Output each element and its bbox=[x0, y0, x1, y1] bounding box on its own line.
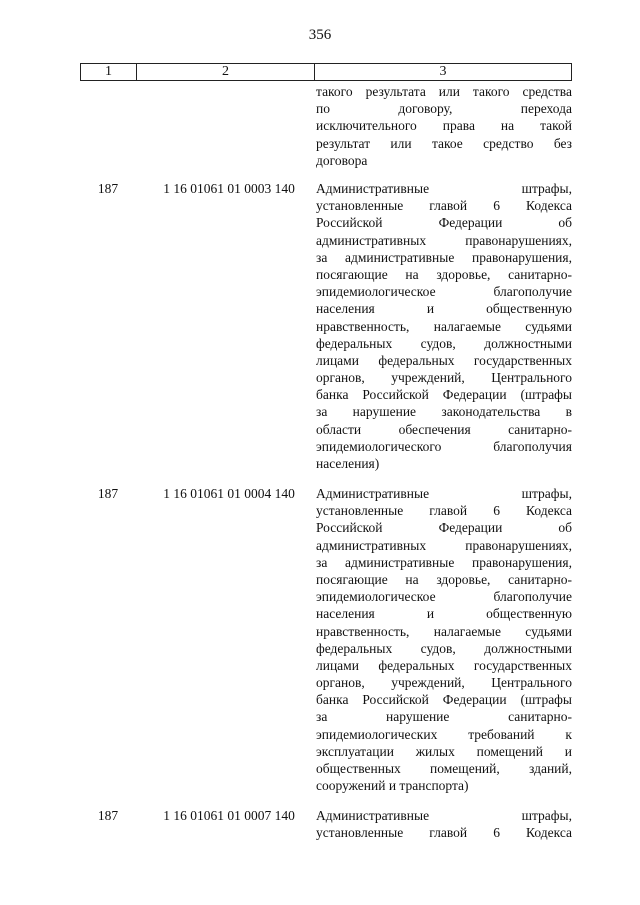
description-line: исключительного права на такой bbox=[316, 118, 572, 134]
description-line: эпидемиологическое благополучие bbox=[316, 284, 572, 300]
revenue-description bbox=[316, 180, 572, 472]
description-line: органов, учреждений, Центрального bbox=[316, 675, 572, 691]
revenue-description bbox=[316, 485, 572, 794]
description-line: населения и общественную bbox=[316, 301, 572, 317]
description-line: установленные главой 6 Кодекса bbox=[316, 825, 572, 841]
description-line: за нарушение законодательства в bbox=[316, 404, 572, 420]
admin-code: 187 bbox=[97, 181, 119, 196]
description-line: населения и общественную bbox=[316, 606, 572, 622]
budget-classification-code: 1 16 01061 01 0003 140 bbox=[163, 181, 295, 196]
description-line: посягающие на здоровье, санитарно- bbox=[316, 571, 572, 587]
description-line: области обеспечения санитарно- bbox=[316, 421, 572, 437]
description-line: населения) bbox=[316, 456, 380, 471]
description-line: установленные главой 6 Кодекса bbox=[316, 198, 572, 214]
description-line: эпидемиологического благополучия bbox=[316, 438, 572, 454]
description-line: нравственность, налагаемые судьями bbox=[316, 623, 572, 639]
description-line: эпидемиологических требований к bbox=[316, 726, 572, 742]
description-line: за административные правонарушения, bbox=[316, 554, 572, 570]
description-line: федеральных судов, должностными bbox=[316, 335, 572, 351]
description-line: банка Российской Федерации (штрафы bbox=[316, 387, 572, 403]
description-line: общественных помещений, зданий, bbox=[316, 761, 572, 776]
description-line: такого результата или такого средства bbox=[316, 84, 572, 99]
description-line: нравственность, налагаемые судьями bbox=[316, 318, 572, 334]
description-line: эпидемиологическое благополучие bbox=[316, 589, 572, 605]
description-line: Российской Федерации об bbox=[316, 520, 572, 536]
description-line: Административные штрафы, bbox=[316, 808, 572, 823]
budget-classification-code: 1 16 01061 01 0007 140 bbox=[163, 808, 295, 823]
table-header-col-1: 1 bbox=[81, 64, 137, 80]
description-line: посягающие на здоровье, санитарно- bbox=[316, 266, 572, 282]
page-number: 356 bbox=[308, 27, 332, 43]
description-line: административных правонарушениях, bbox=[316, 232, 572, 248]
description-line: лицами федеральных государственных bbox=[316, 352, 572, 368]
description-line: банка Российской Федерации (штрафы bbox=[316, 692, 572, 708]
budget-classification-code: 1 16 01061 01 0004 140 bbox=[163, 486, 295, 501]
description-line: установленные главой 6 Кодекса bbox=[316, 503, 572, 519]
revenue-description bbox=[316, 807, 572, 841]
description-line: по договору, перехода bbox=[316, 101, 572, 117]
table-header-col-2: 2 bbox=[137, 64, 315, 80]
description-line: договора bbox=[316, 152, 368, 168]
description-line: за административные правонарушения, bbox=[316, 249, 572, 265]
description-line: лицами федеральных государственных bbox=[316, 657, 572, 673]
admin-code: 187 bbox=[97, 486, 119, 501]
description-line: административных правонарушениях, bbox=[316, 537, 572, 553]
description-line: Административные штрафы, bbox=[316, 181, 572, 196]
continuation-description bbox=[316, 83, 572, 169]
description-line: сооружений и транспорта) bbox=[316, 778, 469, 794]
admin-code: 187 bbox=[97, 808, 119, 823]
description-line: Административные штрафы, bbox=[316, 486, 572, 501]
description-line: Российской Федерации об bbox=[316, 215, 572, 231]
description-line: органов, учреждений, Центрального bbox=[316, 370, 572, 386]
description-line: за нарушение санитарно- bbox=[316, 709, 572, 725]
description-line: эксплуатации жилых помещений и bbox=[316, 743, 572, 759]
table-header-col-3: 3 bbox=[439, 64, 447, 79]
description-line: федеральных судов, должностными bbox=[316, 640, 572, 656]
description-line: результат или такое средство без bbox=[316, 135, 572, 151]
table-header bbox=[80, 63, 572, 81]
